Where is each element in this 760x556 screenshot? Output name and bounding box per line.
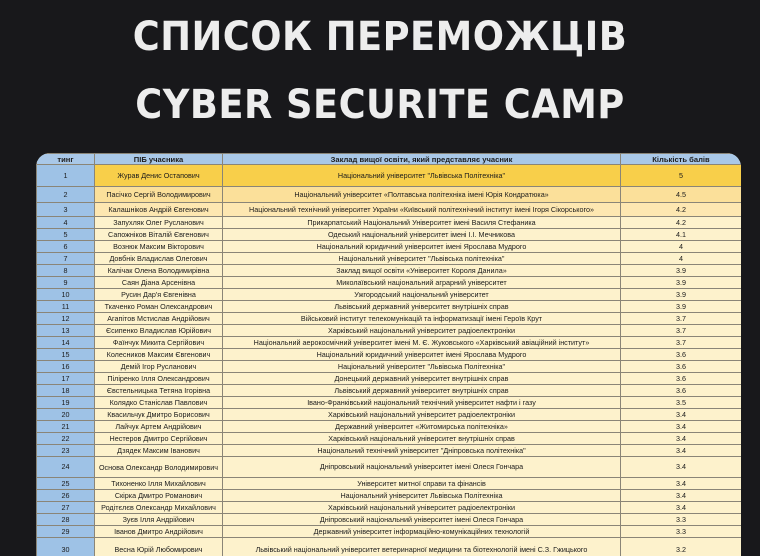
rank-cell: 21 <box>37 421 95 433</box>
institution-cell: Національний університет «Полтавська політехніка імені Юрія Кондратюка» <box>223 187 621 203</box>
table-row <box>37 409 742 421</box>
score-cell: 3.5 <box>621 397 742 409</box>
rank-cell: 2 <box>37 187 95 203</box>
institution-cell: Національний університет "Львівська Політехніка" <box>223 165 621 187</box>
score-cell: 3.3 <box>621 526 742 538</box>
score-cell: 4.1 <box>621 229 742 241</box>
institution-cell: Військовий інститут телекомунікацій та інформатизації імені Героїв Крут <box>223 313 621 325</box>
table-row <box>37 313 742 325</box>
rank-cell: 29 <box>37 526 95 538</box>
institution-cell: Івано-Франківський національний технічний університет нафти і газу <box>223 397 621 409</box>
institution-cell: Національний технічний університет "Дніпровська політехніка" <box>223 445 621 457</box>
name-cell: Запухляк Олег Русланович <box>95 217 223 229</box>
institution-cell: Національний юридичний університет імені Ярослава Мудрого <box>223 241 621 253</box>
institution-cell: Дніпровський національний університет імені Олеся Гончара <box>223 514 621 526</box>
table-row <box>37 445 742 457</box>
table-row <box>37 538 742 556</box>
rank-cell: 19 <box>37 397 95 409</box>
score-cell: 3.4 <box>621 502 742 514</box>
institution-cell: Національний університет Львівська Політехніка <box>223 490 621 502</box>
score-cell: 3.4 <box>621 421 742 433</box>
score-cell: 4.2 <box>621 217 742 229</box>
score-cell: 3.6 <box>621 349 742 361</box>
score-cell: 3.2 <box>621 538 742 556</box>
table-header-row <box>37 154 742 165</box>
winners-spreadsheet <box>36 153 741 556</box>
score-cell: 3.4 <box>621 490 742 502</box>
header-rank: тинг <box>37 154 95 165</box>
institution-cell: Національний університет "Львівська політехніка" <box>223 253 621 265</box>
table-row <box>37 433 742 445</box>
score-cell: 3.6 <box>621 385 742 397</box>
rank-cell: 10 <box>37 289 95 301</box>
name-cell: Основа Олександр Володимирович <box>95 457 223 478</box>
table-row <box>37 289 742 301</box>
institution-cell: Харківський національний університет внутрішніх справ <box>223 433 621 445</box>
table-row <box>37 421 742 433</box>
name-cell: Єсипенко Владислав Юрійович <box>95 325 223 337</box>
score-cell: 3.6 <box>621 361 742 373</box>
institution-cell: Львівський державний університет внутрішніх справ <box>223 385 621 397</box>
table-row <box>37 265 742 277</box>
score-cell: 3.4 <box>621 445 742 457</box>
rank-cell: 13 <box>37 325 95 337</box>
name-cell: Агапітов Мстислав Андрійович <box>95 313 223 325</box>
rank-cell: 9 <box>37 277 95 289</box>
table-row <box>37 301 742 313</box>
rank-cell: 4 <box>37 217 95 229</box>
name-cell: Весна Юрій Любомирович <box>95 538 223 556</box>
institution-cell: Національний аерокосмічний університет імені М. Є. Жуковського «Харківський авіаційний інститут» <box>223 337 621 349</box>
name-cell: Нестеров Дмитро Сергійович <box>95 433 223 445</box>
institution-cell: Університет митної справи та фінансів <box>223 478 621 490</box>
rank-cell: 23 <box>37 445 95 457</box>
score-cell: 4.5 <box>621 187 742 203</box>
table-row <box>37 253 742 265</box>
score-cell: 3.7 <box>621 313 742 325</box>
name-cell: Саян Діана Арсенівна <box>95 277 223 289</box>
table-row <box>37 385 742 397</box>
rank-cell: 12 <box>37 313 95 325</box>
header-institution: Заклад вищої освіти, який представляє учасник <box>223 154 621 165</box>
name-cell: Скірка Дмитро Романович <box>95 490 223 502</box>
name-cell: Лайчук Артем Андрійович <box>95 421 223 433</box>
rank-cell: 27 <box>37 502 95 514</box>
table-row <box>37 187 742 203</box>
name-cell: Дзядек Максим Іванович <box>95 445 223 457</box>
rank-cell: 18 <box>37 385 95 397</box>
name-cell: Калічак Олена Володимирівна <box>95 265 223 277</box>
rank-cell: 7 <box>37 253 95 265</box>
name-cell: Пілipенко Ілля Олександрович <box>95 373 223 385</box>
rank-cell: 16 <box>37 361 95 373</box>
name-cell: Фаїнчук Микита Сергійович <box>95 337 223 349</box>
score-cell: 3.4 <box>621 409 742 421</box>
header-score: Кількість балів <box>621 154 742 165</box>
page-title: СПИСОК ПЕРЕМОЖЦІВ <box>132 14 628 60</box>
table-row <box>37 337 742 349</box>
name-cell: Квасильчук Дмитро Борисович <box>95 409 223 421</box>
rank-cell: 5 <box>37 229 95 241</box>
rank-cell: 1 <box>37 165 95 187</box>
header-name: ПІБ учасника <box>95 154 223 165</box>
name-cell: Ткаченко Роман Олександрович <box>95 301 223 313</box>
score-cell: 3.9 <box>621 289 742 301</box>
name-cell: Зуєв Ілля Андрійович <box>95 514 223 526</box>
name-cell: Родітєлєв Олександр Михайлович <box>95 502 223 514</box>
score-cell: 3.7 <box>621 337 742 349</box>
rank-cell: 28 <box>37 514 95 526</box>
name-cell: Вознюк Максим Вікторович <box>95 241 223 253</box>
institution-cell: Харківський національний університет радіоелектроніки <box>223 325 621 337</box>
score-cell: 3.9 <box>621 301 742 313</box>
name-cell: Тихоненко Ілля Михайлович <box>95 478 223 490</box>
institution-cell: Національний технічний університет України «Київський політехнічний інститут імені Ігоря Сікорського» <box>223 203 621 217</box>
score-cell: 5 <box>621 165 742 187</box>
score-cell: 3.4 <box>621 478 742 490</box>
table-row <box>37 490 742 502</box>
table-row <box>37 457 742 478</box>
rank-cell: 25 <box>37 478 95 490</box>
institution-cell: Національний університет "Львівська Політехніка" <box>223 361 621 373</box>
score-cell: 3.3 <box>621 514 742 526</box>
name-cell: Колесников Максим Євгенович <box>95 349 223 361</box>
score-cell: 3.9 <box>621 265 742 277</box>
name-cell: Журав Денис Остапович <box>95 165 223 187</box>
institution-cell: Одеський національний університет імені І.І. Мечникова <box>223 229 621 241</box>
name-cell: Сапожніков Віталій Євгенович <box>95 229 223 241</box>
table-row <box>37 241 742 253</box>
name-cell: Євстельницька Тетяна Ігорівна <box>95 385 223 397</box>
table-row <box>37 397 742 409</box>
institution-cell: Прикарпатський Національний Університет імені Василя Стефаника <box>223 217 621 229</box>
institution-cell: Ужгородський національний університет <box>223 289 621 301</box>
rank-cell: 14 <box>37 337 95 349</box>
table-row <box>37 526 742 538</box>
table-row <box>37 502 742 514</box>
rank-cell: 8 <box>37 265 95 277</box>
institution-cell: Миколаївський національний аграрний університет <box>223 277 621 289</box>
name-cell: Іванов Дмитро Андрійович <box>95 526 223 538</box>
score-cell: 3.4 <box>621 433 742 445</box>
rank-cell: 6 <box>37 241 95 253</box>
name-cell: Демій Ігор Русланович <box>95 361 223 373</box>
institution-cell: Заклад вищої освіти «Університет Короля Данила» <box>223 265 621 277</box>
institution-cell: Львівський національний університет ветеринарної медицини та біотехнологій імені С.З. Гжицького <box>223 538 621 556</box>
table-row <box>37 203 742 217</box>
table-row <box>37 373 742 385</box>
score-cell: 3.7 <box>621 325 742 337</box>
table-row <box>37 478 742 490</box>
name-cell: Русин Дар'я Євгенівна <box>95 289 223 301</box>
institution-cell: Харківський національний університет радіоелектроніки <box>223 502 621 514</box>
institution-cell: Державний університет «Житомирська політехніка» <box>223 421 621 433</box>
table-row <box>37 277 742 289</box>
table-row <box>37 325 742 337</box>
institution-cell: Національний юридичний університет імені Ярослава Мудрого <box>223 349 621 361</box>
score-cell: 4 <box>621 241 742 253</box>
rank-cell: 26 <box>37 490 95 502</box>
institution-cell: Державний університет інформаційно-комунікаційних технологій <box>223 526 621 538</box>
name-cell: Пасічко Сергій Володимирович <box>95 187 223 203</box>
table-row <box>37 217 742 229</box>
rank-cell: 20 <box>37 409 95 421</box>
name-cell: Довбнік Владислав Олегович <box>95 253 223 265</box>
table-row <box>37 165 742 187</box>
name-cell: Колядко Станіслав Павлович <box>95 397 223 409</box>
rank-cell: 30 <box>37 538 95 556</box>
rank-cell: 17 <box>37 373 95 385</box>
score-cell: 3.6 <box>621 373 742 385</box>
winners-table <box>36 153 741 556</box>
institution-cell: Дніпровський національний університет імені Олеся Гончара <box>223 457 621 478</box>
score-cell: 3.4 <box>621 457 742 478</box>
table-row <box>37 514 742 526</box>
name-cell: Калашніков Андрій Євгенович <box>95 203 223 217</box>
institution-cell: Харківський національний університет радіоелектроніки <box>223 409 621 421</box>
rank-cell: 22 <box>37 433 95 445</box>
page-subtitle: CYBER SECURITE CAMP <box>135 82 625 128</box>
score-cell: 4 <box>621 253 742 265</box>
institution-cell: Донецький державний університет внутрішніх справ <box>223 373 621 385</box>
table-row <box>37 349 742 361</box>
rank-cell: 15 <box>37 349 95 361</box>
rank-cell: 11 <box>37 301 95 313</box>
rank-cell: 24 <box>37 457 95 478</box>
score-cell: 4.2 <box>621 203 742 217</box>
score-cell: 3.9 <box>621 277 742 289</box>
institution-cell: Львівський державний університет внутрішніх справ <box>223 301 621 313</box>
table-row <box>37 229 742 241</box>
rank-cell: 3 <box>37 203 95 217</box>
table-row <box>37 361 742 373</box>
